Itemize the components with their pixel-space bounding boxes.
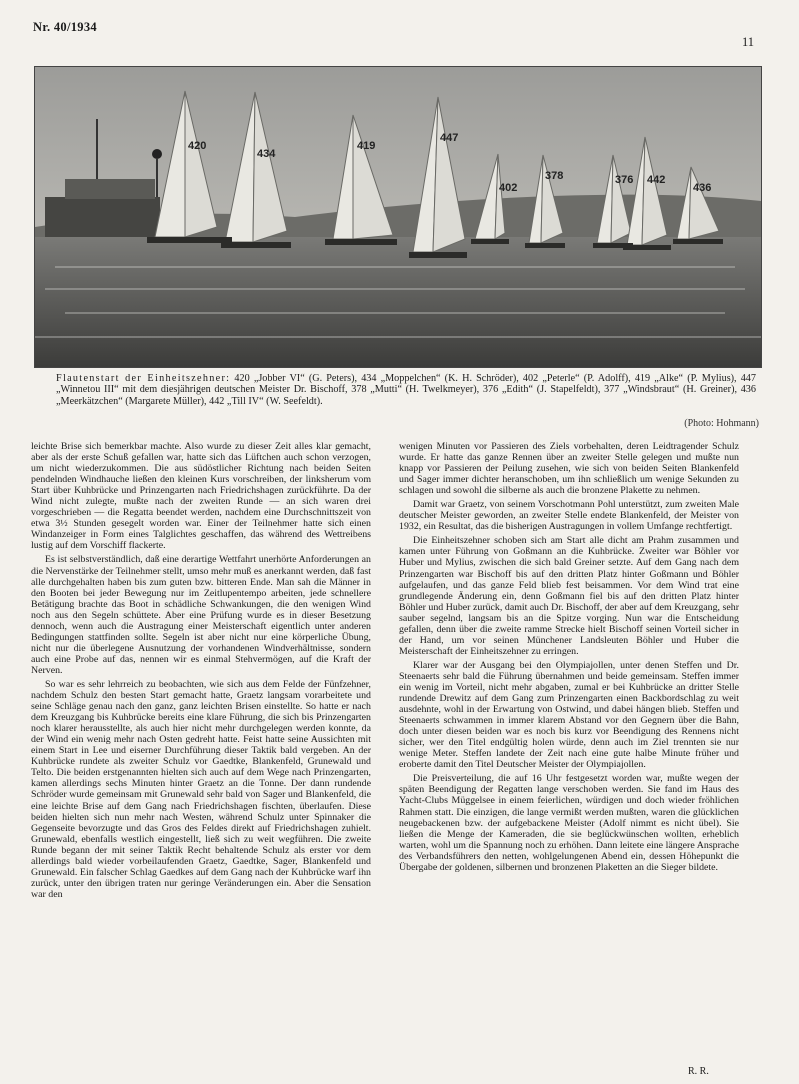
sail-number: 436 bbox=[693, 182, 712, 194]
regatta-photo bbox=[34, 66, 762, 368]
sailboats-icon bbox=[35, 67, 761, 367]
paragraph: So war es sehr lehrreich zu beobachten, wie sich aus dem Felde der Fünfzehner, nachdem Schulz den besten Start gemacht hatte, Graetz langsam vorarbeitete und seine Schläge genau nach den ganz, ganz leichten Brisen einstellte. So hatte er nach dem Kreuzgang bis Kuhbrücke bereits eine klare Führung, die sich bis Prinzengarten noch klarer herausstellte, als auch hier nicht mehr durchgelegen werden konnte, da der Wind ein wenig mehr nach Osten gedreht hatte. Feist hatte seine Aussichten mit einem Start in Lee und eiserner Durchführung dieser Taktik bald vergeben. An der Kuhbrücke rundete als zweiter Schulz vor Gaedtke, Blankenfeld, Grunewald und Telto. Die beiden erstgenannten hielten sich auch auf dem Wege nach Prinzengarten, kamen allerdings sechs Minuten hinter Graetz an die Tonne. Der dann rundende Schröder wurde gemeinsam mit Grunewald sehr bald von Sager und Blankenfeld, die eine leichte Brise auf dem Gang nach Friedrichshagen fischten, überlaufen. Diese beiden hielten sich nun mehr nach Westen, während Schulz unter Spinnaker die Gegenseite bevorzugte und das Gros des Feldes direkt auf Friedrichshagen zuhielt. Grunewald, ebenfalls westlich eingestellt, ließ sich zu weit wegführen. Die zweite Runde begann der mit seiner Taktik Recht behaltende Schulz als erster vor dem allerdings bald wieder vorbeilaufenden Graetz, Gaedtke, Sager, Blankenfeld und Grunewald. Ein falscher Schlag Gaedkes auf dem Gang nach der Kuhbrücke warf ihn zurück, unter den übrigen traten nur geringe Veränderungen ein. Aber die Sensation war den bbox=[31, 678, 371, 900]
sail-number: 419 bbox=[357, 140, 376, 152]
page-number: 11 bbox=[742, 35, 755, 49]
sail-number: 434 bbox=[257, 148, 276, 160]
paragraph: Damit war Graetz, von seinem Vorschotmann Pohl unterstützt, zum zweiten Male deutscher Meister geworden, an zweiter Stelle endete Blankenfeld, der Meister von 1932, ein Resultat, das die bisherigen Austragungen in vollem Umfange rechtfertigt. bbox=[399, 499, 739, 533]
photo-credit: (Photo: Hohmann) bbox=[684, 418, 759, 429]
sail-number: 420 bbox=[188, 140, 207, 152]
right-column bbox=[399, 441, 739, 876]
caption-heading: Flautenstart der Einheitszehner: bbox=[56, 373, 231, 384]
paragraph: Es ist selbstverständlich, daß eine derartige Wettfahrt unerhörte Anforderungen an die Nervenstärke der Teilnehmer stellt, umso mehr muß es anerkannt werden, daß fast alle durchgehalten haben bis zum guten bzw. bitteren Ende. Man sah die Männer in den Booten bei jeder Bewegung nur im Zeitlupentempo arbeiten, jede schnellere Betätigung brachte das Boot in schädliche Schwankungen, die den wenigen Wind noch aus den Segeln schüttete. Aber eine Prüfung wurde es in dieser Besetzung dennoch, wenn auch die Austragung einer Meisterschaft eigentlich unter anderen Bedingungen stattfinden sollte. Segeln ist aber nicht nur eine körperliche Übung, nicht nur die überlegene Ausnutzung der vorhandenen Windverhältnisse, sondern auch eine Probe auf das, nennen wir es einmal Stehvermögen, auf die Kraft der Nerven. bbox=[31, 554, 371, 676]
sail-number: 442 bbox=[647, 174, 666, 186]
sail-number: 402 bbox=[499, 182, 518, 194]
sail-number: 376 bbox=[615, 174, 634, 186]
paragraph: Die Einheitszehner schoben sich am Start alle dicht am Prahm zusammen und kamen unter Führung von Goßmann an die Kuhbrücke. Zweiter war Böhler vor Huber und Mylius, zwischen die sich bald Greiner setzte. Auf dem Gang nach dem Prinzengarten war Bischoff bis auf den dritten Platz hinter Goßmann und Böhler aufgelaufen, und das ganze Feld blieb fest beisammen. Vor dem Wind trat eine grundlegende Änderung ein, denn Goßmann fiel bis auf den dritten Platz hinter Böhler und Huber zurück, damit auch Dr. Bischoff, der aber auf dem Kreuzgang, sehr sauber segelnd, langsam bis an die Spitze vorging. Nun war die Entscheidung gefallen, denn über die zweite ramme Strecke hielt Bischoff seinen Vorteil sicher in der Hand, um vor seinen Münchener Landsleuten Böhler und Huber die Meisterschaft der Einheitszehner zu erringen. bbox=[399, 535, 739, 657]
caption-text: 420 „Jobber VI“ (G. Peters), 434 „Moppelchen“ (K. H. Schröder), 402 „Peterle“ (P. Adolff), 419 „Alke“ (P. Mylius), 447 „Winnetou III“ mit dem diesjährigen deutschen Meister Dr. Bischoff, 378 „Mutti“ (H. Twelkmeyer), 376 „Edith“ (J. Stapelfeldt), 377 „Windsbraut“ (H. Greiner), 436 „Meerkätzchen“ (Margarete Müller), 442 „Till IV“ (W. Seefeldt). bbox=[56, 373, 756, 407]
issue-number: Nr. 40/1934 bbox=[33, 20, 97, 34]
author-signature: R. R. bbox=[688, 1066, 709, 1077]
photo-caption bbox=[56, 373, 756, 407]
paragraph: Die Preisverteilung, die auf 16 Uhr festgesetzt worden war, mußte wegen der späten Beendigung der Regatten lange verschoben werden. Sie fand im Haus des Yacht-Clubs Müggelsee in einem feierlichen, würdigen und doch wieder fröhlichen Rahmen statt. Die einzigen, die lange vermißt werden mußten, waren die glücklichen neugebackenen bzw. der aufgebackene Meister (Adolf nimmt es nicht übel). Sie ließen die Menge der Kameraden, die sie beglückwünschen wollten, erheblich warten, wohl um die Spannung noch zu erhöhen. Dann leitete eine längere Ansprache des Verbandsführers den netten, wohlgelungenen Abend ein, dessen Höhepunkt die Übergabe der goldenen, silbernen und bronzenen Plaketten an die Sieger bildete. bbox=[399, 773, 739, 873]
sail-number: 378 bbox=[545, 170, 564, 182]
paragraph: Klarer war der Ausgang bei den Olympiajollen, unter denen Steffen und Dr. Steenaerts sehr bald die Führung übernahmen und beide gemeinsam. Steffen immer ein wenig im Vorteil, nicht mehr abgaben, zumal er bei Kuhbrücke an dritter Stelle rundende Drewitz auf dem Gang zum Prinzengarten einen Backbordschlag zu weit ausdehnte, wohl in der Erwartung von Ostwind, und dabei hängen blieb. Steffen und Steenaerts schwammen in immer klarem Abstand vor den Gegnern über die Bahn, doch unter diesen beiden war es noch bis kurz vor Beendigung des Rennens nicht sicher, wer den Titel endgültig holen würde, denn auch im Ziel trennten sie nur wenige Meter. Steffen landete der Zeit nach eine gute halbe Minute früher und eroberte damit den Titel Deutscher Meister der Olympiajollen. bbox=[399, 659, 739, 771]
paragraph: wenigen Minuten vor Passieren des Ziels vorbehalten, deren Leidtragender Schulz wurde. Er hatte das ganze Rennen über an zweiter Stelle gelegen und mußte nun knapp vor Passieren der Peilung zusehen, wie sich von beiden Seiten Blankenfeld und Sager immer dichter heranschoben, um ihn schließlich um wenige Sekunden zu schlagen und sowohl die silberne als auch die bronzene Plakette zu nehmen. bbox=[399, 441, 739, 497]
paragraph: leichte Brise sich bemerkbar machte. Also wurde zu dieser Zeit alles klar gemacht, aber als der erste Schuß gefallen war, hatte sich das Lüftchen auch schon verzogen, um nicht wiederzukommen. Die aus südöstlicher Richtung nach beiden Seiten pendelnden Windhauche ließen den kleinen Kurs vorschreiben, der linksherum vom Start über Kuhbrücke und Prinzengarten nach Friedrichshagen zurückführte. Da der Wind nicht zulegte, mußte nach der zweiten Runde — an sich waren drei vorgeschrieben — die Regatta beendet werden, nachdem eine Durchschnittszeit von etwa 3½ Stunden gesegelt worden war. Einer der Teilnehmer hatte sich einen Windanzeiger in Form eines Talglichtes geschaffen, das während des Wettreibens lustig auf dem Vorschiff flackerte. bbox=[31, 441, 371, 552]
left-column bbox=[31, 441, 371, 903]
sail-number: 447 bbox=[440, 132, 459, 144]
